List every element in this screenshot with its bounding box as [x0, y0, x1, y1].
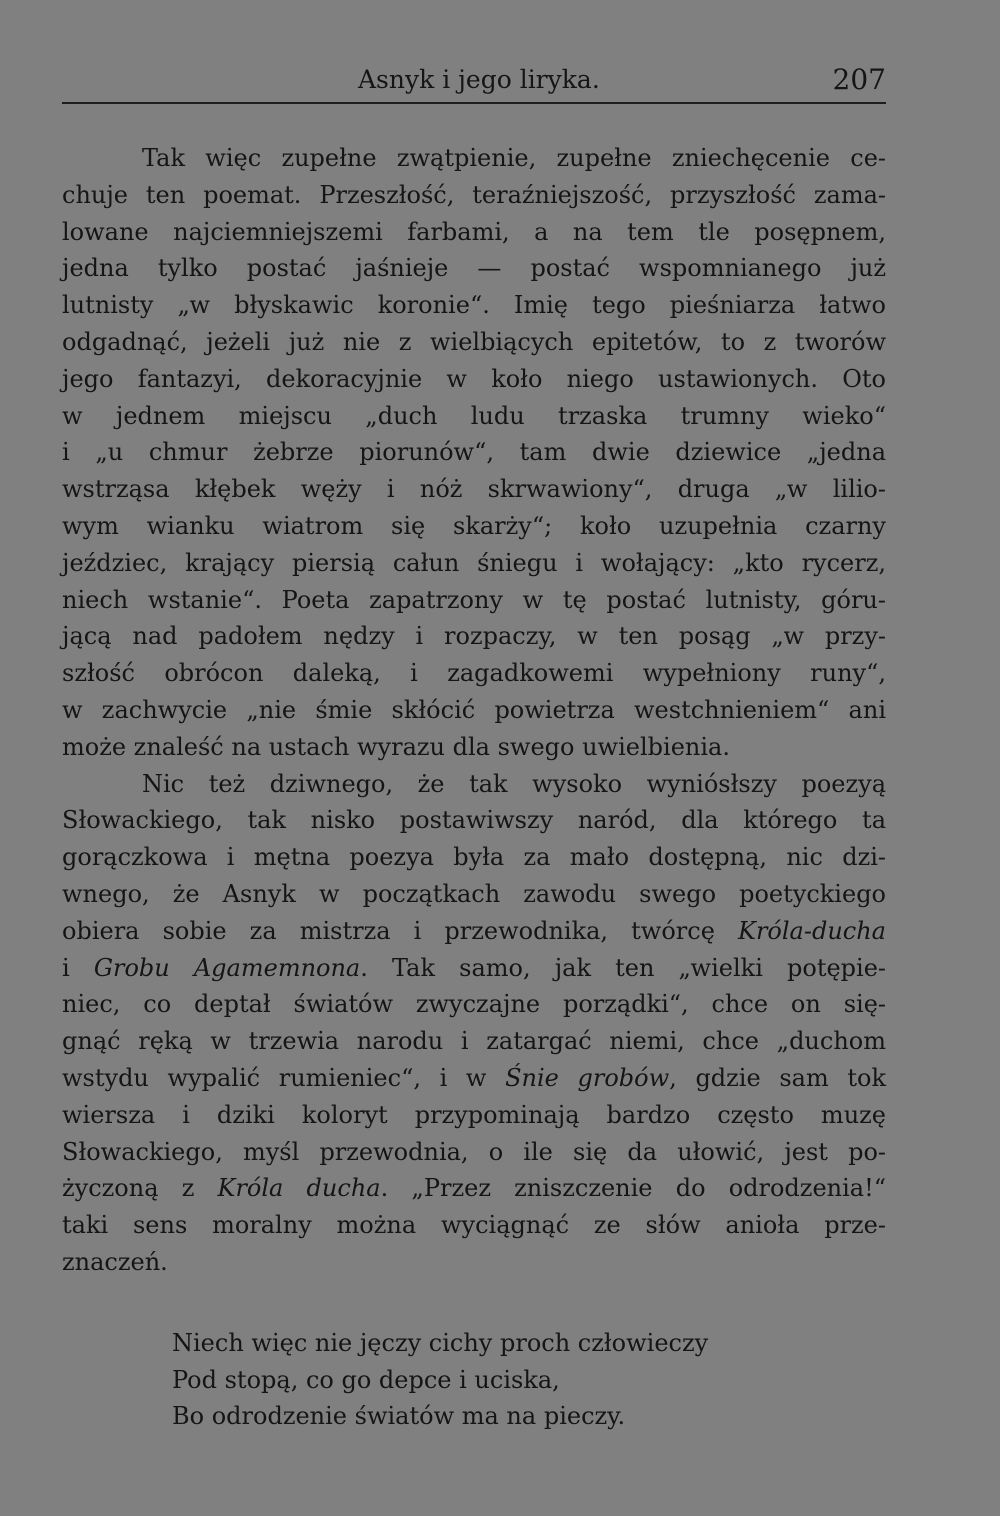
text-line: odgadnąć, jeżeli już nie z wielbiących epitetów, to z tworów — [62, 327, 886, 356]
text-line — [62, 913, 886, 950]
text-line: wnego, że Asnyk w początkach zawodu swego poetyckiego — [62, 879, 886, 908]
text-line: szłość obrócon daleką, i zagadkowemi wypełniony runy“, — [62, 659, 886, 688]
text-line — [62, 1060, 886, 1097]
text-span: . „Przez zniszczenie do odrodzenia!“ — [380, 1174, 887, 1203]
text-line: jedna tylko postać jaśnieje — postać wspomnianego już — [62, 254, 886, 283]
text-line: Słowackiego, tak nisko postawiwszy naród, dla którego ta — [62, 806, 886, 835]
page-number: 207 — [832, 63, 886, 96]
work-title: Śnie grobów — [505, 1063, 670, 1092]
text-span: wstydu wypalić rumieniec“, i w — [62, 1063, 506, 1092]
text-line: w jednem miejscu „duch ludu trzaska trumny wieko“ — [62, 401, 886, 430]
text-line: znaczeń. — [62, 1247, 168, 1276]
text-line: wstrząsa kłębek węży i nóż skrwawiony“, druga „w lilio- — [62, 475, 886, 504]
text-line: lutnisty „w błyskawic koronie“. Imię tego pieśniarza łatwo — [62, 291, 886, 320]
text-span: . Tak samo, jak ten „wielki potępie- — [360, 953, 887, 982]
text-span: i — [62, 953, 94, 982]
header-rule — [62, 102, 886, 104]
text-line: Słowackiego, myśl przewodnia, o ile się da ułowić, jest po- — [62, 1137, 886, 1166]
text-line: jącą nad padołem nędzy i rozpaczy, w ten posąg „w przy- — [62, 622, 886, 651]
text-line — [62, 1170, 886, 1207]
running-head — [62, 60, 886, 100]
text-span: życzoną z — [62, 1174, 218, 1203]
text-line: w zachwycie „nie śmie skłócić powietrza westchnieniem“ ani — [62, 695, 886, 724]
text-line: może znaleść na ustach wyrazu dla swego uwielbienia. — [62, 732, 730, 761]
text-line: gnąć ręką w trzewia narodu i zatargać niemi, chce „duchom — [62, 1027, 886, 1056]
text-span: obiera sobie za mistrza i przewodnika, twórcę — [62, 916, 739, 945]
verse-line: Niech więc nie jęczy cichy proch człowieczy — [172, 1329, 709, 1357]
text-line: jeździec, krający piersią całun śniegu i wołający: „kto rycerz, — [62, 548, 886, 577]
text-line: gorączkowa i mętna poezya była za mało dostępną, nic dzi- — [62, 843, 886, 872]
text-line: niech wstanie“. Poeta zapatrzony w tę postać lutnisty, góru- — [62, 585, 886, 614]
text-line: jego fantazyi, dekoracyjnie w koło niego ustawionych. Oto — [62, 364, 886, 393]
text-line: i „u chmur żebrze piorunów“, tam dwie dziewice „jedna — [62, 438, 886, 467]
work-title: Króla ducha — [217, 1174, 381, 1203]
verse-quotation — [172, 1325, 708, 1435]
text-line: Tak więc zupełne zwątpienie, zupełne zniechęcenie ce- — [142, 144, 886, 172]
verse-line: Bo odrodzenie światów ma na pieczy. — [172, 1402, 626, 1430]
text-line: taki sens moralny można wyciągnąć ze słów anioła prze- — [62, 1211, 886, 1240]
text-span: , gdzie sam tok — [669, 1063, 886, 1092]
text-line: lowane najciemniejszemi farbami, a na tem tle posępnem, — [62, 217, 886, 246]
verse-line: Pod stopą, co go depce i uciska, — [172, 1365, 560, 1394]
text-line: niec, co deptał światów zwyczajne porządki“, chce on się- — [62, 990, 886, 1019]
text-line: Nic też dziwnego, że tak wysoko wyniósłszy poezyą — [142, 769, 886, 798]
work-title: Grobu Agamemnona — [93, 953, 361, 982]
text-line: chuje ten poemat. Przeszłość, teraźniejszość, przyszłość zama- — [62, 180, 886, 209]
work-title: Króla-ducha — [738, 916, 886, 945]
body-text — [62, 140, 886, 1281]
running-title: Asnyk i jego liryka. — [358, 65, 600, 94]
text-line: wym wianku wiatrom się skarży“; koło uzupełnia czarny — [62, 511, 886, 540]
text-line — [62, 950, 886, 987]
text-line: wiersza i dziki koloryt przypominają bardzo często muzę — [62, 1100, 886, 1129]
